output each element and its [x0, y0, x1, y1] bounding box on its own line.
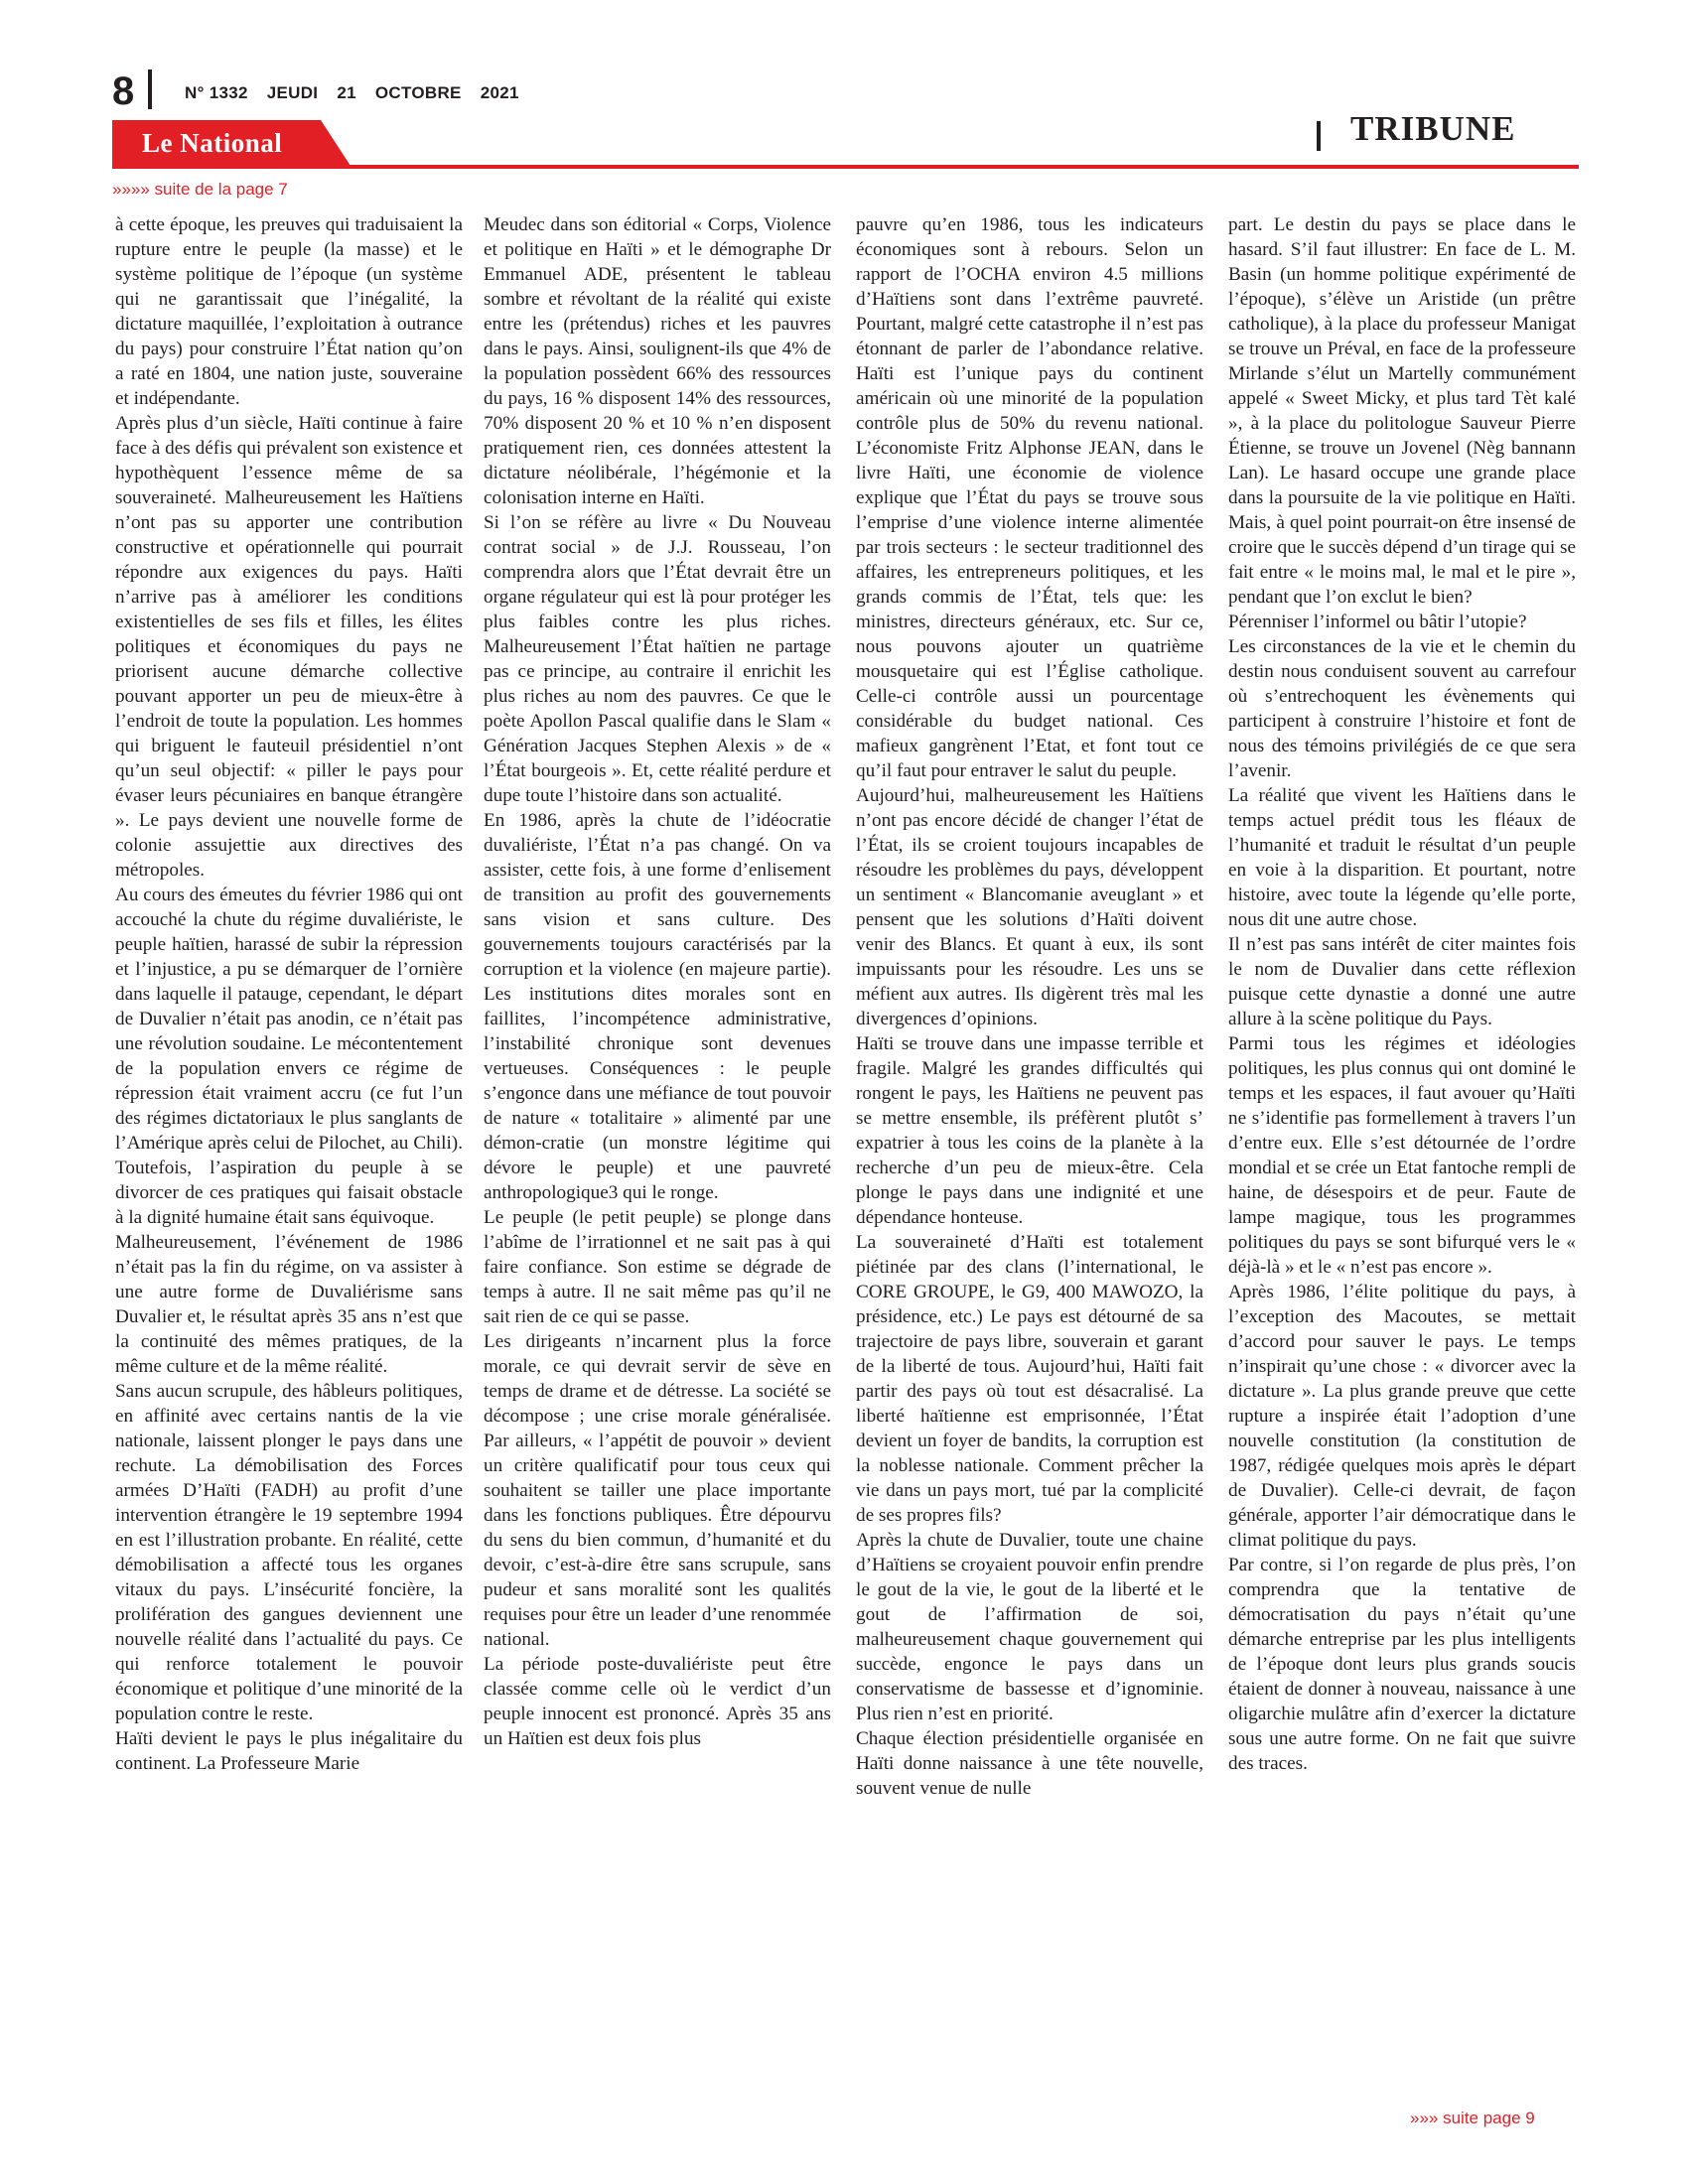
brand-banner	[112, 120, 351, 166]
article-paragraph: Malheureusement, l’événement de 1986 n’était pas la fin du régime, on va assister à une autre forme de Duvaliérisme sans Duvalier et, le résultat après 35 ans n’est que la continuité des mêmes pratiques, de la même culture et de la même réalité.	[115, 1232, 463, 1377]
article-paragraph: La réalité que vivent les Haïtiens dans le temps actuel prédit tous les fléaux de l’humanité et traduit le résultat d’un peuple en voie à la disparition. Et pourtant, notre histoire, avec toute la légende qu’elle porte, nous dit une autre chose.	[1228, 785, 1576, 930]
article-paragraph: Haïti se trouve dans une impasse terrible et fragile. Malgré les grandes difficultés qui rongent le pays, les Haïtiens ne peuvent pas se mettre ensemble, ils préfèrent plutôt s’ expatrier à tous les coins de la planète à la recherche d’un peu de mieux-être. Cela plonge le pays dans une indignité et une dépendance honteuse.	[856, 1033, 1203, 1228]
article-paragraph: à cette époque, les preuves qui traduisaient la rupture entre le peuple (la masse) et le système politique de l’époque (un système qui ne garantissait que l’inégalité, la dictature maquillée, l’exploitation à outrance du pays) pour construire l’État nation qu’on a raté en 1804, une nation juste, souveraine et indépendante.	[115, 214, 463, 409]
issue-day: 21	[337, 83, 356, 102]
article-paragraph: En 1986, après la chute de l’idéocratie duvaliériste, l’État n’a pas changé. On va assister, cette fois, à une forme d’enlisement de transition au profit des gouvernements sans vision et sans culture. Des gouvernements toujours caractérisés par la corruption et la violence (en majeure partie). Les institutions dites morales sont en faillites, l’incompétence administrative, l’instabilité chronique sont devenues vertueuses. Conséquences : le peuple s’engonce dans une méfiance de tout pouvoir de nature « totalitaire » alimenté par une démon-cratie (un monstre légitime qui dévore le peuple) et une pauvreté anthropologique3 qui le ronge.	[484, 810, 831, 1203]
article-paragraph: Aujourd’hui, malheureusement les Haïtiens n’ont pas encore décidé de changer l’état de l’État, ils se croient toujours incapables de résoudre les problèmes du pays, développent un sentiment « Blancomanie aveuglant » et pensent que les solutions d’Haïti doivent venir des Blancs. Et quant à eux, ils sont impuissants pour les résoudre. Les uns se méfient aux autres. Ils digèrent très mal les divergences d’opinions.	[856, 785, 1203, 1029]
issue-number: N° 1332	[185, 83, 248, 102]
article-paragraph: Chaque élection présidentielle organisée en Haïti donne naissance à une tête nouvelle, souvent venue de nulle	[856, 1728, 1203, 1799]
article-paragraph: Si l’on se réfère au livre « Du Nouveau contrat social » de J.J. Rousseau, l’on comprendra alors que l’État devrait être un organe régulateur qui est là pour protéger les plus faibles contre les plus riches. Malheureusement l’État haïtien ne partage pas ce principe, au contraire il enrichit les plus riches au nom des pauvres. Ce que le poète Apollon Pascal qualifie dans le Slam « Génération Jacques Stephen Alexis » de « l’État bourgeois ». Et, cette réalité perdure et dupe toute l’histoire dans son actualité.	[484, 512, 831, 806]
page-number: 8	[112, 69, 135, 113]
article-paragraph: La souveraineté d’Haïti est totalement piétinée par des clans (l’international, le CORE GROUPE, le G9, 400 MAWOZO, la présidence, etc.) Le pays est détourné de sa trajectoire de pays libre, souverain et garant de la liberté de tous. Aujourd’hui, Haïti fait partir des pays où tout est désacralisé. La liberté haïtienne est emprisonnée, l’État devient un foyer de bandits, la corruption est la noblesse nationale. Comment prêcher la vie dans un pays mort, tué par la complicité de ses propres fils?	[856, 1232, 1203, 1526]
article-paragraph: Après 1986, l’élite politique du pays, à l’exception des Macoutes, se mettait d’accord pour sauver le pays. Le temps n’inspirait qu’une chose : « divorcer avec la dictature ». La plus grande preuve que cette rupture a inspirée était l’adoption d’une nouvelle constitution (la constitution de 1987, rédigée quelques mois après le départ de Duvalier). Celle-ci devrait, de façon générale, apporter l’air démocratique dans le climat politique du pays.	[1228, 1282, 1576, 1551]
article-paragraph: pauvre qu’en 1986, tous les indicateurs économiques sont à rebours. Selon un rapport de l’OCHA environ 4.5 millions d’Haïtiens sont dans l’extrême pauvreté. Pourtant, malgré cette catastrophe il n’est pas étonnant de parler de l’abondance relative. Haïti est l’unique pays du continent américain où une minorité de la population contrôle plus de 50% du revenu national. L’économiste Fritz Alphonse JEAN, dans le livre Haïti, une économie de violence explique que l’État du pays se trouve sous l’emprise d’une violence interne alimentée par trois secteurs : le secteur traditionnel des affaires, les entrepreneurs politiques, et les grands commis de l’État, tels que: les ministres, directeurs généraux, etc. Sur ce, nous pouvons ajouter un quatrième mousquetaire qui est l’Église catholique. Celle-ci contrôle aussi un pourcentage considérable du budget national. Ces mafieux gangrènent l’Etat, et font tout ce qu’il faut pour entraver le salut du peuple.	[856, 214, 1203, 781]
issue-line	[185, 83, 533, 103]
article-paragraph: Par contre, si l’on regarde de plus près, l’on comprendra que la tentative de démocratisation du pays n’était qu’une démarche entreprise par les plus intelligents de l’époque dont leurs plus grands soucis étaient de donner à nouveau, naissance à une oligarchie mulâtre afin d’exercer la dictature sous une autre forme. On ne fait que suivre des traces.	[1228, 1555, 1576, 1774]
article-paragraph: Au cours des émeutes du février 1986 qui ont accouché la chute du régime duvaliériste, le peuple haïtien, harassé de subir la répression et l’injustice, a pu se démarquer de l’ornière dans laquelle il patauge, cependant, le départ de Duvalier n’était pas anodin, ce n’était pas une révolution soudaine. Le mécontentement de la population envers ce régime de répression était vraiment accru (ce fut l’un des régimes dictatoriaux le plus sanglants de l’Amérique après celui de Pilochet, au Chili). Toutefois, l’aspiration du peuple à se divorcer de ces pratiques qui faisait obstacle à la dignité humaine était sans équivoque.	[115, 885, 463, 1228]
article-paragraph: Les dirigeants n’incarnent plus la force morale, ce qui devrait servir de sève en temps de drame et de détresse. La société se décompose ; une crise morale généralisée. Par ailleurs, « l’appétit de pouvoir » devient un critère qualificatif pour tous ceux qui souhaitent se tailler une place importante dans les fonctions publiques. Être dépourvu du sens du bien commun, d’humanité et du devoir, c’est-à-dire être sans scrupule, sans pudeur et sans moralité sont les qualités requises pour être un leader d’une renommée national.	[484, 1331, 831, 1650]
article-paragraph: part. Le destin du pays se place dans le hasard. S’il faut illustrer: En face de L. M. Basin (un homme politique expérimenté de l’époque), s’élève un Aristide (un prêtre catholique), à la place du professeur Manigat se trouve un Préval, en face de la professeure Mirlande s’élut un Martelly communément appelé « Sweet Micky, et plus tard Tèt kalé », à la place du politologue Sauveur Pierre Étienne, se trouve un Jovenel (Nèg bannann Lan). Le hasard occupe une grande place dans la poursuite de la vie politique en Haïti. Mais, à quel point pourrait-on être insensé de croire que le succès dépend d’un tirage qui se fait entre « le moins mal, le mal et le pire », pendant que l’on exclut le bien?	[1228, 214, 1576, 608]
article-paragraph: Le peuple (le petit peuple) se plonge dans l’abîme de l’irrationnel et ne sait pas à qui faire confiance. Son estime se dégrade de temps à autre. Il ne sait même pas qu’il ne sait rien de ce qui se passe.	[484, 1207, 831, 1327]
header-rule	[112, 165, 1579, 169]
section-title: TRIBUNE	[1350, 109, 1516, 148]
issue-weekday: JEUDI	[266, 83, 319, 102]
article-paragraph: Après la chute de Duvalier, toute une chaine d’Haïtiens se croyaient pouvoir enfin prendre le gout de la vie, le gout de la liberté et le gout de l’affirmation de soi, malheureusement chaque gouvernement qui succède, engonce le pays dans un conservatisme de bassesse et d’ignominie. Plus rien n’est en priorité.	[856, 1530, 1203, 1724]
issue-month: OCTOBRE	[374, 83, 462, 102]
section-divider	[1317, 121, 1321, 151]
article-column-1	[115, 212, 463, 1776]
article-paragraph: Après plus d’un siècle, Haïti continue à faire face à des défis qui prévalent son existence et hypothèquent l’essence même de sa souveraineté. Malheureusement les Haïtiens n’ont pas su apporter une contribution constructive et opérationnelle qui pourrait répondre aux exigences du pays. Haïti n’arrive pas à améliorer les conditions existentielles de ses fils et filles, les élites politiques et économiques du pays ne priorisent aucune démarche collective pouvant apporter un peu de mieux-être à l’endroit de toute la population. Les hommes qui briguent le fauteuil présidentiel n’ont qu’un seul objectif: « piller le pays pour évaser leurs pécuniaires en banque étrangère ». Le pays devient une nouvelle forme de colonie assujettie aux directives des métropoles.	[115, 413, 463, 881]
continued-to-link[interactable]: »»» suite page 9	[1410, 2109, 1535, 2127]
article-paragraph: Sans aucun scrupule, des hâbleurs politiques, en affinité avec certains nantis de la vie nationale, laissent plonger le pays dans une rechute. La démobilisation des Forces armées D’Haïti (FADH) au profit d’une intervention étrangère le 19 septembre 1994 en est l’illustration probante. En réalité, cette démobilisation a affecté tous les organes vitaux du pays. L’insécurité foncière, la prolifération des gangues deviennent une nouvelle réalité dans l’actualité du pays. Ce qui renforce totalement le pouvoir économique et politique d’une minorité de la population contre le reste.	[115, 1381, 463, 1724]
article-paragraph: Parmi tous les régimes et idéologies politiques, les plus connus qui ont dominé le temps et les espaces, il faut avouer qu’Haïti ne s’identifie pas formellement à travers l’un d’entre eux. Elle s’est détournée de l’ordre mondial et se crée un Etat fantoche rempli de haine, de désespoirs et de peur. Faute de lampe magique, tous les programmes politiques du pays se sont bifurqué vers le « déjà-là » et le « n’est pas encore ».	[1228, 1033, 1576, 1278]
article-paragraph: Haïti devient le pays le plus inégalitaire du continent. La Professeure Marie	[115, 1728, 463, 1774]
brand-logo: Le National	[142, 128, 283, 158]
article-paragraph: Il n’est pas sans intérêt de citer maintes fois le nom de Duvalier dans cette réflexion puisque cette dynastie a donné une autre allure à la scène politique du Pays.	[1228, 934, 1576, 1029]
page-number-divider	[148, 69, 152, 109]
article-paragraph: Pérenniser l’informel ou bâtir l’utopie?	[1228, 612, 1527, 632]
article-paragraph: Les circonstances de la vie et le chemin du destin nous conduisent souvent au carrefour où s’entrechoquent les évènements qui participent à construire l’histoire et font de nous des témoins privilégiés de ce que sera l’avenir.	[1228, 636, 1576, 781]
article-paragraph: Meudec dans son éditorial « Corps, Violence et politique en Haïti » et le démographe Dr Emmanuel ADE, présentent le tableau sombre et révoltant de la réalité qui existe entre les (prétendus) riches et les pauvres dans le pays. Ainsi, soulignent-ils que 4% de la population possèdent 66% des ressources du pays, 16 % disposent 14% des ressources, 70% disposent 20 % et 10 % n’en disposent pratiquement rien, ces données attestent la dictature néolibérale, l’hégémonie et la colonisation interne en Haïti.	[484, 214, 831, 508]
article-paragraph: La période poste-duvaliériste peut être classée comme celle où le verdict d’un peuple innocent est prononcé. Après 35 ans un Haïtien est deux fois plus	[484, 1654, 831, 1749]
article-column-2	[484, 212, 831, 1751]
article-column-4	[1228, 212, 1576, 1776]
continued-from-link[interactable]: »»»» suite de la page 7	[112, 180, 288, 199]
article-column-3	[856, 212, 1203, 1801]
issue-year: 2021	[480, 83, 519, 102]
